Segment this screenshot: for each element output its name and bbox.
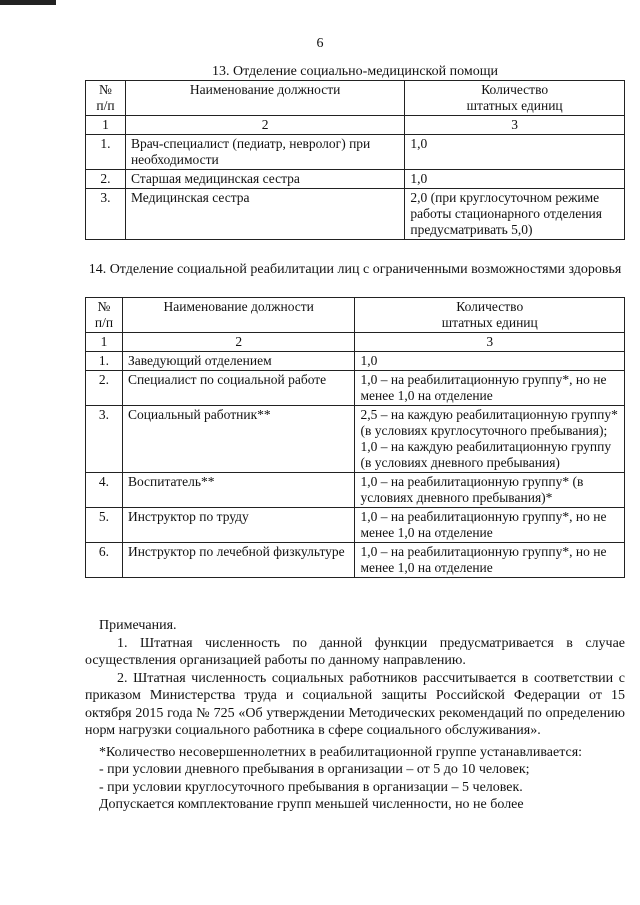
index-cell: 2 [122,333,355,352]
header-num: № п/п [86,81,126,116]
row-num-cell: 4. [86,473,123,508]
row-qty-cell: 2,5 – на каждую реабилитационную группу* (в условиях круглосуточного пребывания); 1,0 – на каждую реабилитационную группу (в условиях дневного пребывания) [355,406,625,473]
row-name-cell: Заведующий отделением [122,352,355,371]
row-name-cell: Инструктор по лечебной физкультуре [122,543,355,578]
section-13-table [85,80,625,240]
row-num-cell: 1. [86,135,126,170]
table-row [86,189,625,240]
note-item: 1. Штатная численность по данной функции предусматривается в случае осуществления организацией работы по данному направлению. [85,635,625,668]
row-qty-cell: 1,0 [405,135,625,170]
note-item: 2. Штатная численность социальных работников рассчитывается в соответствии с приказом Министерства труда и социальной защиты Российской Федерации от 15 октября 2015 года № 725 «Об утверждении Методических рекомендаций по определению норм нагрузки социального работника в сфере социального обслуживания». [85,670,625,738]
index-cell: 3 [355,333,625,352]
table-row [86,135,625,170]
header-qty: Количество штатных единиц [405,81,625,116]
header-num: № п/п [86,298,123,333]
index-row [86,333,625,352]
notes-heading: Примечания. [99,618,177,633]
row-num-cell: 6. [86,543,123,578]
index-row [86,116,625,135]
row-qty-cell: 1,0 – на реабилитационную группу*, но не менее 1,0 на отделение [355,543,625,578]
row-qty-cell: 1,0 [405,170,625,189]
row-name-cell: Врач-специалист (педиатр, невролог) при необходимости [125,135,404,170]
table-row [86,406,625,473]
table-row [86,352,625,371]
table-row [86,508,625,543]
note-item: - при условии дневного пребывания в организации – от 5 до 10 человек; [99,762,530,777]
row-qty-cell: 1,0 – на реабилитационную группу* (в условиях дневного пребывания)* [355,473,625,508]
section-14-table [85,297,625,578]
table-row [86,543,625,578]
section-14-title: 14. Отделение социальной реабилитации лиц с ограниченными возможностями здоровья [88,262,622,277]
row-name-cell: Инструктор по труду [122,508,355,543]
index-cell: 1 [86,333,123,352]
header-qty: Количество штатных единиц [355,298,625,333]
header-name: Наименование должности [122,298,355,333]
row-num-cell: 3. [86,406,123,473]
row-qty-cell: 2,0 (при круглосуточном режиме работы стационарного отделения предусматривать 5,0) [405,189,625,240]
note-item: - при условии круглосуточного пребывания в организации – 5 человек. [99,779,523,795]
scan-mark [0,0,56,5]
row-name-cell: Старшая медицинская сестра [125,170,404,189]
row-num-cell: 2. [86,170,126,189]
row-name-cell: Воспитатель** [122,473,355,508]
index-cell: 1 [86,116,126,135]
row-qty-cell: 1,0 [355,352,625,371]
header-row [86,298,625,333]
row-name-cell: Социальный работник** [122,406,355,473]
section-13-title: 13. Отделение социально-медицинской помощи [212,64,498,79]
row-name-cell: Специалист по социальной работе [122,371,355,406]
index-cell: 2 [125,116,404,135]
table-row [86,473,625,508]
row-qty-cell: 1,0 – на реабилитационную группу*, но не менее 1,0 на отделение [355,508,625,543]
row-qty-cell: 1,0 – на реабилитационную группу*, но не менее 1,0 на отделение [355,371,625,406]
index-cell: 3 [405,116,625,135]
row-num-cell: 3. [86,189,126,240]
row-num-cell: 5. [86,508,123,543]
header-row [86,81,625,116]
table-row [86,371,625,406]
notes-section [85,617,625,814]
page-number: 6 [316,36,324,51]
note-item: *Количество несовершеннолетних в реабилитационной группе устанавливается: [99,744,583,760]
row-num-cell: 1. [86,352,123,371]
note-item: Допускается комплектование групп меньшей численности, но не более [99,797,524,812]
row-num-cell: 2. [86,371,123,406]
row-name-cell: Медицинская сестра [125,189,404,240]
header-name: Наименование должности [125,81,404,116]
table-row [86,170,625,189]
